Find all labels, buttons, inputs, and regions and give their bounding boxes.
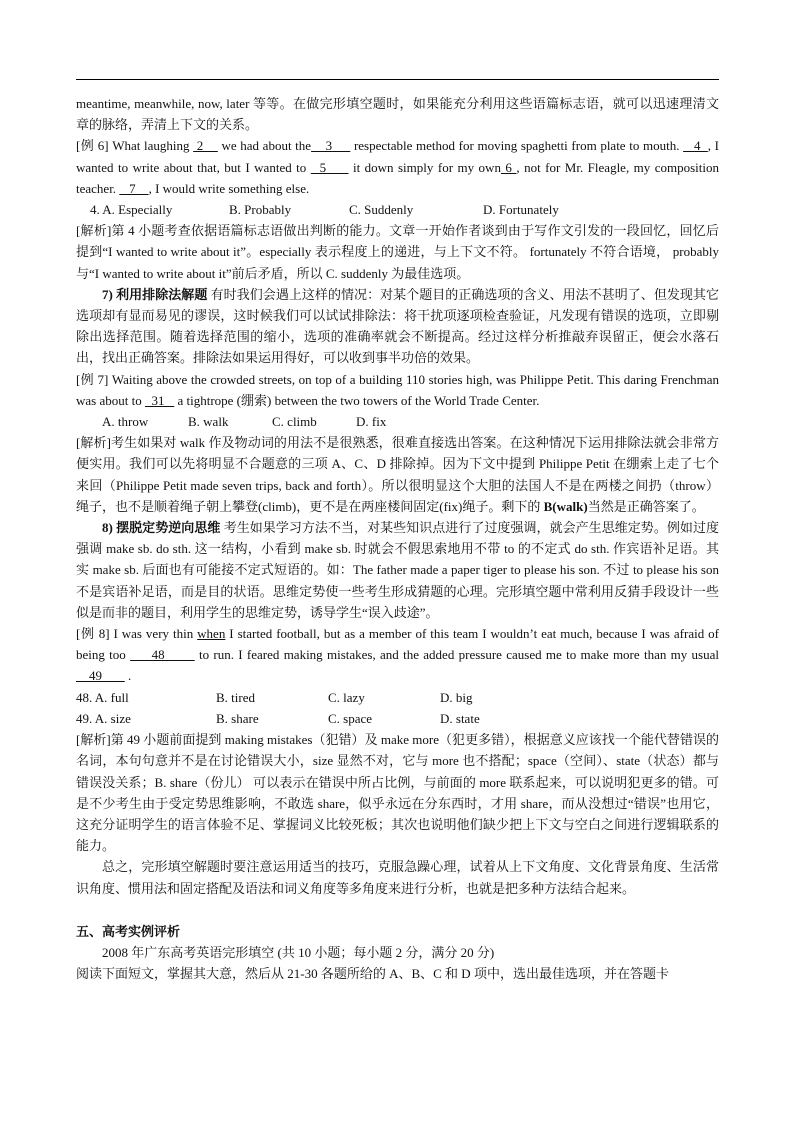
blank-49: 49 — [76, 668, 125, 684]
paragraph-discourse-markers: meantime, meanwhile, now, later 等等。在做完形填空题时，如果能充分利用这些语篇标志语，就可以迅速理清文章的脉络，弄清上下文的关系。 — [76, 96, 719, 133]
header-rule — [76, 79, 719, 80]
example-6-analysis: [解析]第 4 小题考查依据语篇标志语做出判断的能力。文章一开始作者谈到由于写作文引发的一段回忆，回忆后提到“I wanted to write about it”。especially 表示程度上的递进，与上下文不符。 fortunately 不符合语境， probably 与“I wanted to write about it”前后矛盾，所以 C. suddenly 为最佳选项。 — [76, 223, 719, 281]
option-48c: C. lazy — [328, 689, 365, 705]
blank-2: 2 — [193, 138, 218, 154]
option-49c: C. space — [328, 710, 373, 726]
example-7-options — [76, 411, 719, 432]
blank-48: 48 — [130, 647, 195, 663]
exam-instructions: 阅读下面短文，掌握其大意，然后从 21-30 各题所给的 A、B、C 和 D 项中，选出最佳选项，并在答题卡 — [76, 966, 669, 982]
option-49a: 49. A. size — [76, 710, 131, 726]
section-gap — [76, 899, 719, 921]
blank-6: 6 — [500, 159, 517, 175]
option-4c: C. Suddenly — [349, 202, 414, 218]
example-8-analysis: [解析]第 49 小题前面提到 making mistakes（犯错）及 make more（犯更多错），根据意义应该找一个能代替错误的名词，本句句意并不是在讨论错误大小，size 显然不对，它与 more 也不搭配；space（空间）、state（状态）都与错误没关系；B. share（份儿） 可以表示在错误中所占比例，与前面的 more 联系起来，可以说明犯更多的错。可是不少考生由于受定势思维影响，不敢选 share，似乎永远在分东西时，才用 share，而从没想过“错误”也用它，这充分证明学生的语言体验不足、掌握词义比较死板；其次也说明他们缺少把上下文与空白之间进行逻辑联系的能力。 — [76, 732, 719, 854]
method-7-body: 有时我们会遇上这样的情况：对某个题目的正确选项的含义、用法不甚明了、但发现其它选项却有显而易见的谬误，这时候我们可以试试排除法：将干扰项逐项检查验证，凡发现有错误的选项，立即剔除出选择范围。随着选择范围的缩小，选项的准确率就会不断提高。经过这样分析推敲弃误留正，便会水落石出，找出正确答案。排除法如果运用得好，可以收到事半功倍的效果。 — [76, 286, 719, 366]
blank-7: 7 — [119, 180, 149, 196]
method-7 — [76, 284, 719, 369]
document-body — [76, 93, 719, 984]
option-4d: D. Fortunately — [483, 202, 559, 218]
underlined-when: when — [197, 626, 226, 642]
option-31a: A. throw — [102, 414, 149, 430]
method-8 — [76, 517, 719, 623]
exam-title: 2008 年广东高考英语完形填空 (共 10 小题；每小题 2 分，满分 20 分) — [102, 944, 495, 960]
option-48a: 48. A. full — [76, 689, 129, 705]
method-8-heading: 8) 摆脱定势逆向思维 — [102, 520, 221, 536]
option-4b: B. Probably — [229, 202, 292, 218]
answer-highlight: B(walk) — [543, 498, 588, 514]
example-7: [例 7] Waiting above the crowded streets, on top of a building 110 stories high, was Philippe Petit. This daring Frenchman was about to 31 a tightrope (绷索) between the two towers of the World Trade Center. — [76, 371, 719, 408]
section-5-heading: 五、高考实例评析 — [76, 923, 181, 939]
blank-4: 4 — [683, 138, 708, 154]
blank-5: 5 — [310, 159, 349, 175]
example-6-options — [76, 199, 719, 220]
option-4a: 4. A. Especially — [90, 202, 173, 218]
example-6: [例 6] What laughing 2 we had about the 3 respectable method for moving spaghetti from plate to mouth. 4 , I wanted to write about that, but I wanted to 5 it down simply for my own 6 , not for Mr. Fleagle, my composition teacher. 7 , I would write something else. — [76, 138, 720, 196]
option-31b: B. walk — [188, 414, 229, 430]
summary-paragraph: 总之，完形填空解题时要注意运用适当的技巧，克服急躁心理，试着从上下文角度、文化背景角度、生活常识角度、惯用法和固定搭配及语法和词义角度等多角度来进行分析，也就是把多种方法结合起来。 — [76, 859, 719, 896]
option-49d: D. state — [440, 710, 480, 726]
example-8-options-48 — [76, 687, 719, 708]
option-31c: C. climb — [272, 414, 317, 430]
option-31d: D. fix — [356, 414, 387, 430]
example-7-analysis: [解析]考生如果对 walk 作及物动词的用法不是很熟悉，很难直接选出答案。在这种情况下运用排除法就会非常方便实用。我们可以先将明显不合题意的三项 A、C、D 排除掉。因为下文中提到 Philippe Petit 在绷索上走了七个来回（Philippe Petit made seven trips, back and forth）。所以很明显这个大胆的法国人不是在两楼之间扔（throw）绳子，也不是顺着绳子朝上攀登(climb)，更不是在两座楼间固定(fix)绳子。剩下的 B(walk)当然是正确答案了。 — [76, 435, 719, 514]
method-7-heading: 7) 利用排除法解题 — [102, 286, 208, 302]
blank-3: 3 — [311, 138, 351, 154]
option-48b: B. tired — [216, 689, 255, 705]
option-48d: D. big — [440, 689, 473, 705]
example-8: [例 8] I was very thin when I started football, but as a member of this team I wouldn’t eat much, because I was afraid of being too 48 to run. I feared making mistakes, and the added pressure caused me to make more than my usual 49 . — [76, 626, 719, 684]
blank-31: 31 — [144, 392, 175, 408]
method-8-body: 考生如果学习方法不当，对某些知识点进行了过度强调，就会产生思维定势。例如过度强调 make sb. do sth. 这一结构，小看到 make sb. 时就会不假思索地用不带 to 的不定式 do sth. 作宾语补足语。其实 make sb. 后面也有可能接不定式短语的。如：The father made a paper tiger to please his son. 不过 to please his son 不是宾语补足语，而是目的状语。思维定势使一些考生形成猜题的心理。完形填空题中常利用反猜手段设计一些似是而非的题目，利用学生的思维定势，诱导学生“误入歧途”。 — [76, 520, 719, 620]
example-8-options-49 — [76, 708, 719, 729]
option-49b: B. share — [216, 710, 259, 726]
